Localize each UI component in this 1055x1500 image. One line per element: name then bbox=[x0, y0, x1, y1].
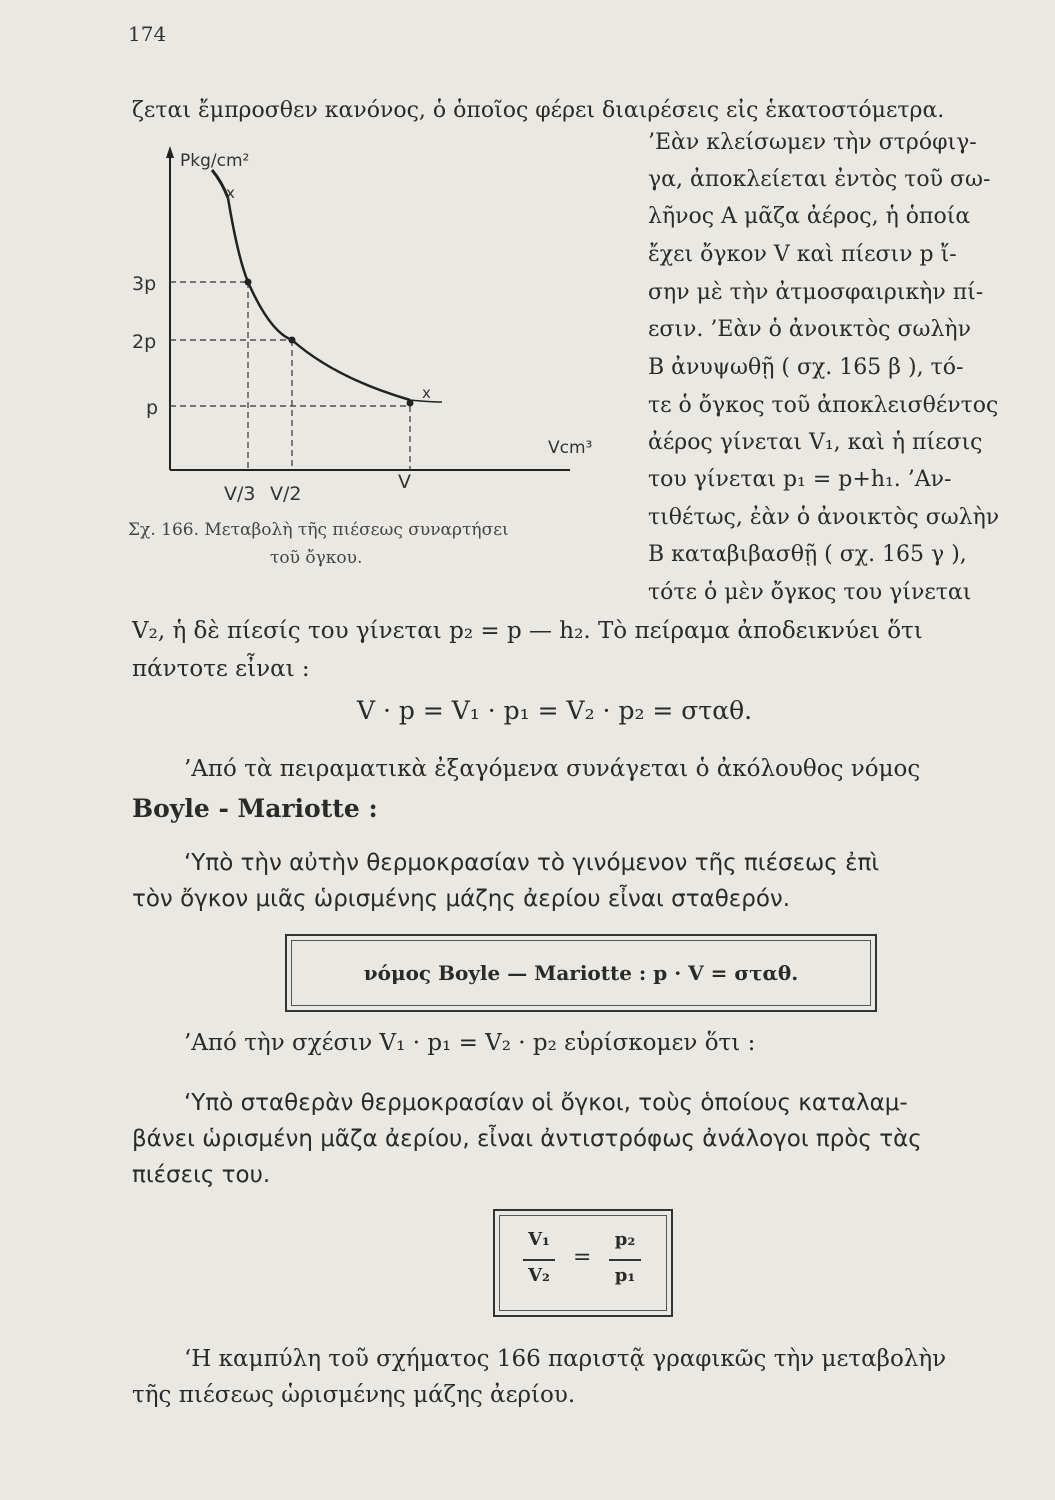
right-col-line-7: Β ἀνυψωθῇ ( σχ. 165 β ), τό- bbox=[648, 355, 964, 380]
fraction-num-right: p₂ bbox=[614, 1229, 636, 1250]
figure-caption-line2: τοῦ ὄγκου. bbox=[270, 548, 363, 568]
ratio-formula-box bbox=[493, 1209, 673, 1317]
para1-line1: V₂, ἡ δὲ πίεσίς του γίνεται p₂ = p — h₂. Τὸ πείραμα ἀποδεικνύει ὅτι bbox=[132, 618, 923, 644]
law2-line1: ‘Υπὸ σταθερὰν θερμοκρασίαν οἱ ὄγκοι, τοὺς ὁποίους καταλαμ- bbox=[184, 1090, 908, 1116]
boyle-mariotte-law-box: νόμος Boyle — Mariotte : p · V = σταθ. bbox=[285, 934, 877, 1012]
curve-end-mark: x bbox=[422, 384, 431, 402]
x-tick-v: V bbox=[398, 471, 411, 493]
y-tick-p: p bbox=[146, 397, 159, 419]
point-2p bbox=[289, 337, 296, 344]
x-tick-v2: V/2 bbox=[270, 483, 302, 505]
para2-line1: ’Από τὰ πειραματικὰ ἐξαγόμενα συνάγεται ὁ ἀκόλουθος νόμος bbox=[184, 756, 921, 782]
pressure-volume-curve bbox=[228, 198, 410, 400]
right-col-line-4: ἔχει ὄγκον V καὶ πίεσιν p ἴ- bbox=[648, 242, 957, 267]
law2-line2: βάνει ὡρισμένη μᾶζα ἀερίου, εἶναι ἀντιστρόφως ἀνάλογοι πρὸς τὰς bbox=[132, 1126, 922, 1152]
point-3p bbox=[245, 279, 252, 286]
intro-line: ζεται ἔμπροσθεν κανόνος, ὁ ὁποῖος φέρει διαιρέσεις εἰς ἑκατοστόμετρα. bbox=[132, 98, 945, 123]
right-col-line-12: Β καταβιβασθῇ ( σχ. 165 γ ), bbox=[648, 542, 967, 567]
para3: ’Από τὴν σχέσιν V₁ · p₁ = V₂ · p₂ εὑρίσκομεν ὅτι : bbox=[184, 1030, 756, 1056]
right-col-line-5: σην μὲ τὴν ἀτμοσφαιρικὴν πί- bbox=[648, 280, 984, 305]
figure-caption-line1: Σχ. 166. Μεταβολὴ τῆς πιέσεως συναρτήσει bbox=[128, 520, 509, 540]
y-tick-2p: 2p bbox=[132, 331, 157, 353]
page-number: 174 bbox=[128, 22, 167, 46]
fraction-equals: = bbox=[573, 1245, 592, 1270]
right-col-line-8: τε ὁ ὄγκος τοῦ ἀποκλεισθέντος bbox=[648, 393, 999, 418]
x-axis-label: Vcm³ bbox=[548, 438, 593, 458]
curve-start-mark: x bbox=[226, 184, 235, 202]
right-col-line-2: γα, ἀποκλείεται ἐντὸς τοῦ σω- bbox=[648, 167, 991, 192]
law-statement-line1: ‘Υπὸ τὴν αὐτὴν θερμοκρασίαν τὸ γινόμενον τῆς πιέσεως ἐπὶ bbox=[184, 850, 880, 876]
fraction-bar-right bbox=[609, 1259, 641, 1261]
fraction-bar-left bbox=[523, 1259, 555, 1261]
fraction-num-left: V₁ bbox=[528, 1229, 550, 1250]
law-statement-line2: τὸν ὄγκον μιᾶς ὡρισμένης μάζης ἀερίου εἶναι σταθερόν. bbox=[132, 886, 791, 912]
right-col-line-13: τότε ὁ μὲν ὄγκος του γίνεται bbox=[648, 580, 972, 605]
right-col-line-3: λῆνος Α μᾶζα ἀέρος, ἡ ὁποία bbox=[648, 204, 971, 229]
point-p bbox=[407, 400, 414, 407]
equation-constant: V · p = V₁ · p₁ = V₂ · p₂ = σταθ. bbox=[357, 696, 753, 725]
y-axis-label: Pkg/cm² bbox=[180, 151, 250, 171]
para2-line2: Boyle - Mariotte : bbox=[132, 794, 378, 823]
right-col-line-11: τιθέτως, ἐὰν ὁ ἀνοικτὸς σωλὴν bbox=[648, 505, 1000, 530]
right-col-line-1: ’Εὰν κλείσωμεν τὴν στρόφιγ- bbox=[648, 130, 977, 155]
figure-166 bbox=[120, 140, 620, 510]
law2-line3: πιέσεις του. bbox=[132, 1162, 271, 1188]
y-tick-3p: 3p bbox=[132, 273, 157, 295]
final-line2: τῆς πιέσεως ὡρισμένης μάζης ἀερίου. bbox=[132, 1382, 576, 1408]
right-col-line-6: εσιν. ’Εὰν ὁ ἀνοικτὸς σωλὴν bbox=[648, 317, 971, 342]
fraction-den-right: p₁ bbox=[614, 1265, 636, 1286]
final-line1: ‘Η καμπύλη τοῦ σχήματος 166 παριστᾷ γραφικῶς τὴν μεταβολὴν bbox=[184, 1346, 947, 1372]
x-tick-v3: V/3 bbox=[224, 483, 256, 505]
right-col-line-9: ἀέρος γίνεται V₁, καὶ ἡ πίεσις bbox=[648, 430, 983, 455]
y-axis-arrow bbox=[166, 146, 174, 158]
right-col-line-10: του γίνεται p₁ = p+h₁. ’Αν- bbox=[648, 467, 952, 492]
para1-line2: πάντοτε εἶναι : bbox=[132, 656, 310, 682]
fraction-den-left: V₂ bbox=[528, 1265, 550, 1286]
